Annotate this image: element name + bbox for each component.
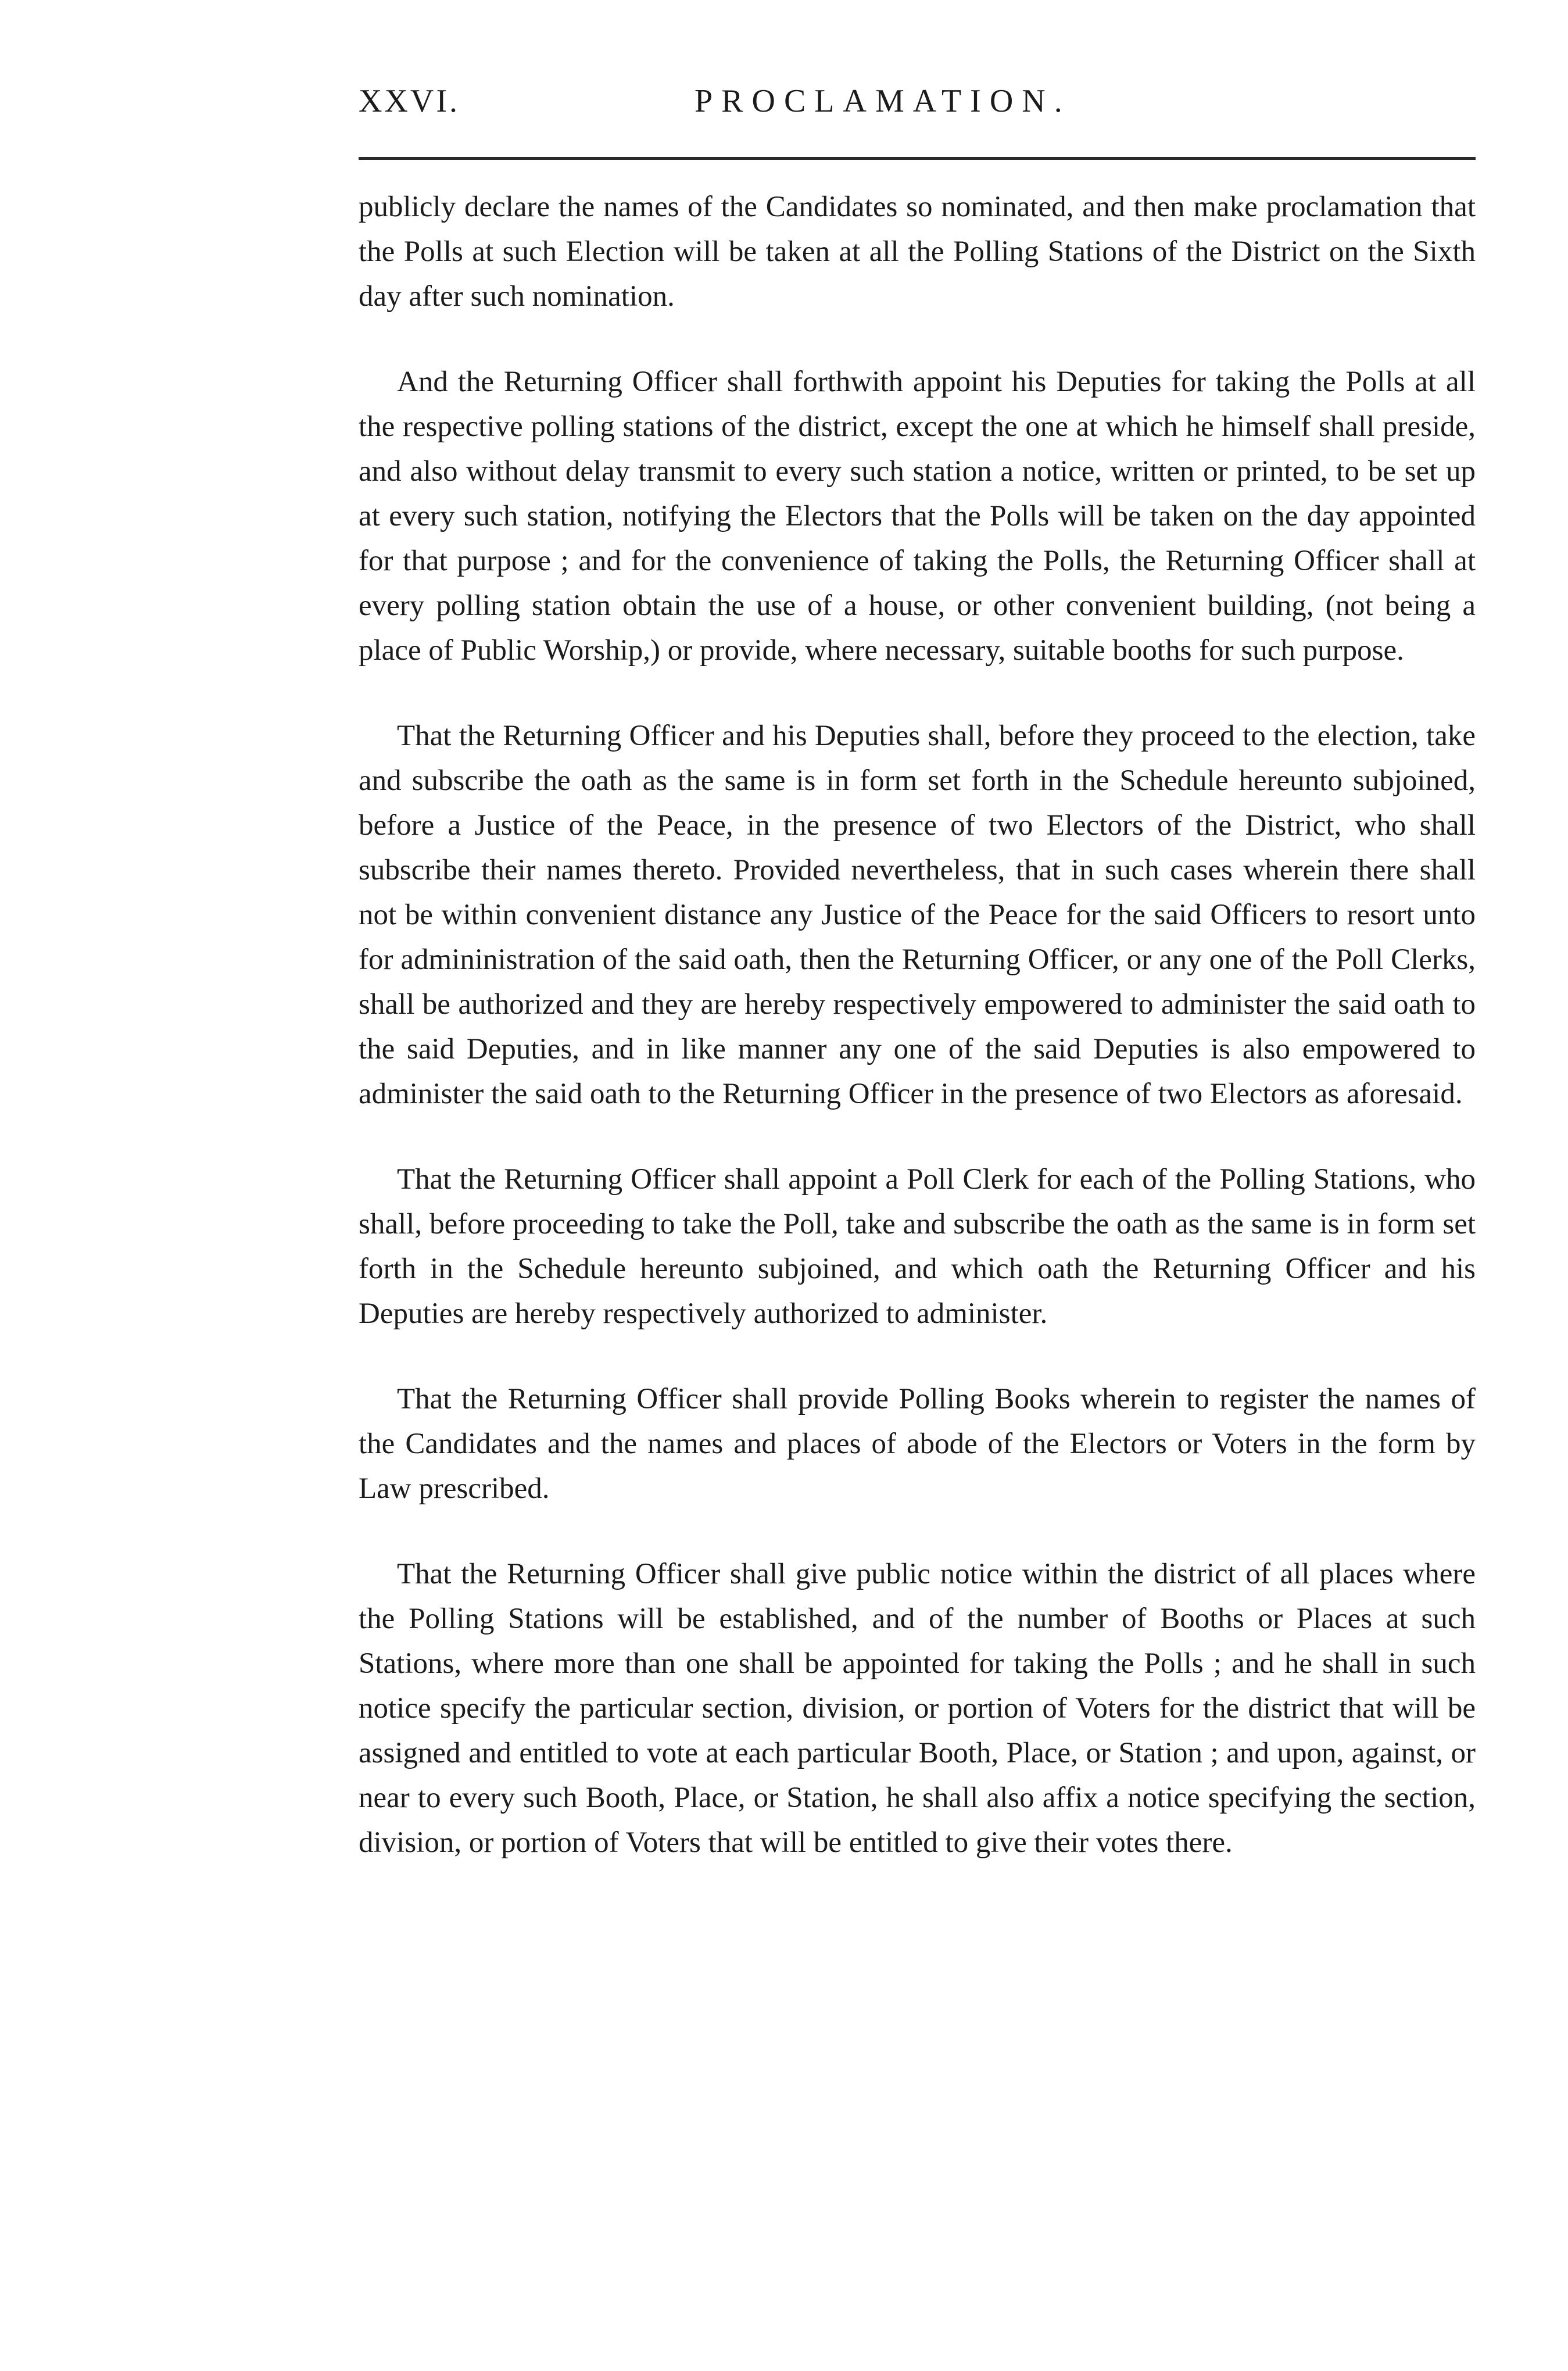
page-number: XXVI. xyxy=(359,83,460,119)
paragraph-4: That the Returning Officer shall appoint a Poll Clerk for each of the Polling Stations, who shall, before proceeding to take the Poll, take and subscribe the oath as the same is in form set forth in the Schedule hereunto subjoined, and which oath the Returning Officer and his Deputies are hereby respectively authorized to administer. xyxy=(359,1163,1476,1330)
paragraph-3: That the Returning Officer and his Deputies shall, before they proceed to the election, take and subscribe the oath as the same is in form set forth in the Schedule hereunto subjoined, before a Justice of the Peace, in the presence of two Electors of the District, who shall subscribe their names thereto. Provided nevertheless, that in such cases wherein there shall not be within convenient distance any Justice of the Peace for the said Officers to resort unto for admininistration of the said oath, then the Returning Officer, or any one of the Poll Clerks, shall be authorized and they are hereby respectively empowered to administer the said oath to the said Deputies, and in like manner any one of the said Deputies is also empowered to administer the said oath to the Returning Officer in the presence of two Electors as aforesaid. xyxy=(359,720,1476,1110)
running-head: PROCLAMATION. xyxy=(694,83,1071,119)
paragraph-6: That the Returning Officer shall give public notice within the district of all places where the Polling Stations will be established, and of the number of Booths or Places at such Stations, where more than one shall be appointed for taking the Polls ; and he shall in such notice specify the particular section, division, or portion of Voters for the district that will be assigned and entitled to vote at each particular Booth, Place, or Station ; and upon, against, or near to every such Booth, Place, or Station, he shall also affix a notice specifying the section, division, or portion of Voters that will be entitled to give their votes there. xyxy=(359,1558,1476,1859)
paragraph-1: publicly declare the names of the Candidates so nominated, and then make proclamation that the Polls at such Election will be taken at all the Polling Stations of the District on the Sixth day after such nomination. xyxy=(359,191,1476,313)
header-rule xyxy=(359,157,1476,160)
paragraph-5: That the Returning Officer shall provide Polling Books wherein to register the names of the Candidates and the names and places of abode of the Electors or Voters in the form by Law prescribed. xyxy=(359,1383,1476,1505)
paragraph-2: And the Returning Officer shall forthwith appoint his Deputies for taking the Polls at all the respective polling stations of the district, except the one at which he himself shall preside, and also without delay transmit to every such station a notice, written or printed, to be set up at every such station, notifying the Electors that the Polls will be taken on the day appointed for that purpose ; and for the convenience of taking the Polls, the Returning Officer shall at every polling station obtain the use of a house, or other convenient building, (not being a place of Public Worship,) or provide, where necessary, suitable booths for such purpose. xyxy=(359,366,1476,667)
body-text xyxy=(359,185,1476,1865)
